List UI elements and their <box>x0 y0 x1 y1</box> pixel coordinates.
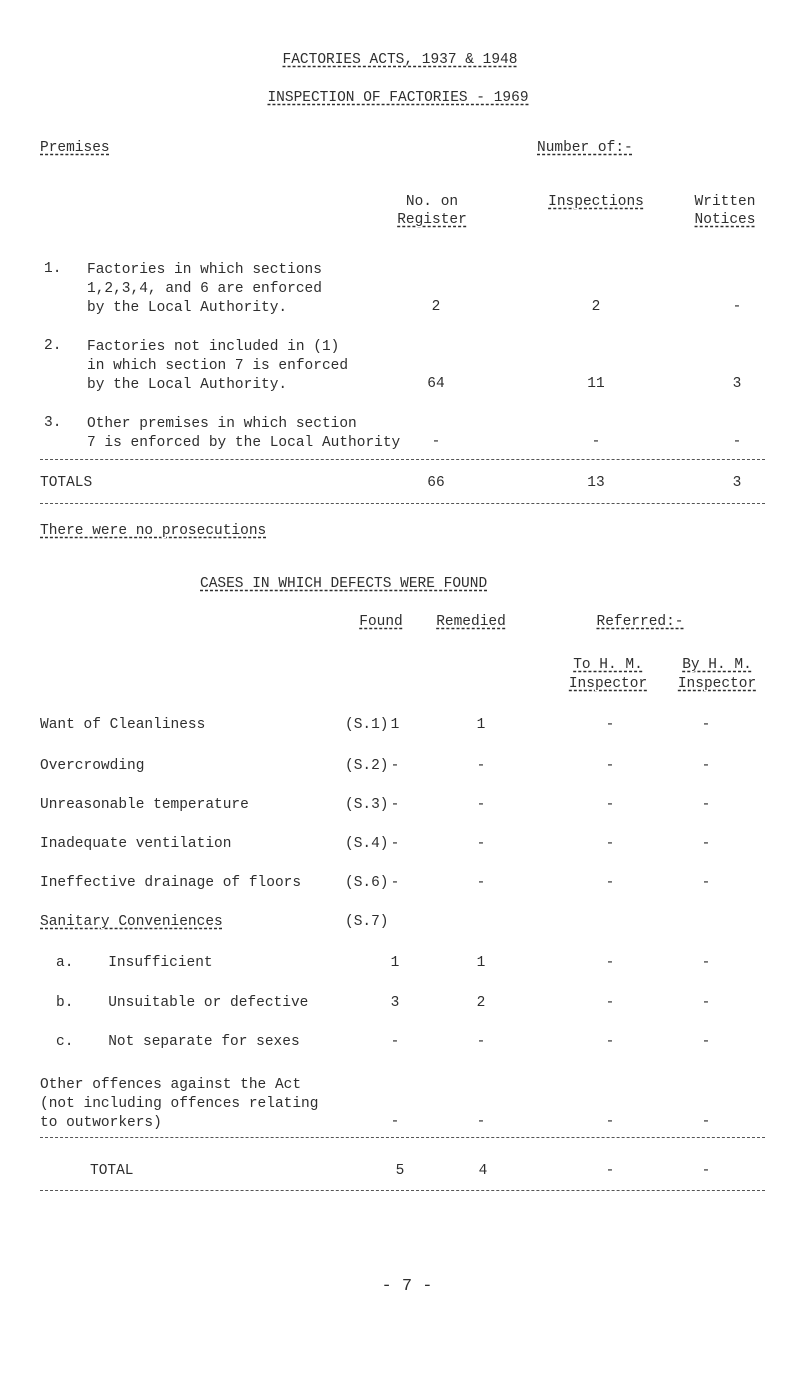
defect-section: (S.3) <box>345 797 389 813</box>
defect-found: - <box>390 797 400 813</box>
defect-remedied: - <box>476 758 486 774</box>
defect-found: - <box>390 875 400 891</box>
totals-label: TOTALS <box>40 475 93 491</box>
defects-title: CASES IN WHICH DEFECTS WERE FOUND <box>200 576 488 592</box>
defect-section: (S.6) <box>345 875 389 891</box>
defect-to-hm: - <box>605 955 615 971</box>
col-notices-line1: Written <box>694 194 756 210</box>
defect-to-hm: - <box>605 717 615 733</box>
col-inspections: Inspections <box>548 194 644 210</box>
defect-label: a. Insufficient <box>56 955 213 971</box>
defect-found: 1 <box>390 955 400 971</box>
premises-label: Premises <box>40 140 110 156</box>
premises-register-value: - <box>431 434 441 450</box>
col-by-hm-line2: Inspector <box>677 676 757 692</box>
premises-row-desc-line: by the Local Authority. <box>87 300 288 316</box>
defect-remedied: 1 <box>476 955 486 971</box>
defect-by-hm: - <box>701 797 711 813</box>
defect-remedied: - <box>476 797 486 813</box>
divider <box>40 459 765 460</box>
col-register-line1: No. on <box>405 194 459 210</box>
other-remedied: - <box>476 1114 486 1130</box>
col-by-hm-line1: By H. M. <box>682 657 752 673</box>
totals-notices: 3 <box>732 475 742 491</box>
defects-total-by-hm: - <box>701 1163 711 1179</box>
premises-register-value: 64 <box>427 376 445 392</box>
premises-notices-value: 3 <box>732 376 742 392</box>
premises-notices-value: - <box>732 299 742 315</box>
defect-to-hm: - <box>605 797 615 813</box>
other-found: - <box>390 1114 400 1130</box>
defect-found: - <box>390 836 400 852</box>
totals-inspections: 13 <box>587 475 605 491</box>
defect-by-hm: - <box>701 1034 711 1050</box>
defect-label: Inadequate ventilation <box>40 836 232 852</box>
col-found: Found <box>359 614 403 630</box>
other-offences-line: to outworkers) <box>40 1115 162 1131</box>
defect-remedied: - <box>476 836 486 852</box>
col-referred: Referred:- <box>596 614 684 630</box>
defect-to-hm: - <box>605 758 615 774</box>
defects-total-label: TOTAL <box>90 1163 134 1179</box>
other-by-hm: - <box>701 1114 711 1130</box>
defect-by-hm: - <box>701 836 711 852</box>
number-of-label: Number of:- <box>537 140 633 156</box>
totals-register: 66 <box>427 475 445 491</box>
defect-by-hm: - <box>701 955 711 971</box>
defect-by-hm: - <box>701 717 711 733</box>
defect-section: (S.1) <box>345 717 389 733</box>
defects-total-found: 5 <box>395 1163 405 1179</box>
col-register-line2: Register <box>397 212 467 228</box>
defect-label: Unreasonable temperature <box>40 797 249 813</box>
defect-found: - <box>390 758 400 774</box>
other-to-hm: - <box>605 1114 615 1130</box>
defect-label: Want of Cleanliness <box>40 717 206 733</box>
defect-label: Overcrowding <box>40 758 145 774</box>
col-remedied: Remedied <box>436 614 506 630</box>
col-notices-line2: Notices <box>694 212 756 228</box>
premises-notices-value: - <box>732 434 742 450</box>
divider <box>40 1137 765 1138</box>
premises-inspections-value: 11 <box>587 376 605 392</box>
defect-label: c. Not separate for sexes <box>56 1034 300 1050</box>
col-to-hm-line1: To H. M. <box>573 657 643 673</box>
premises-row-desc-line: Factories not included in (1) <box>87 339 340 355</box>
defects-total-to-hm: - <box>605 1163 615 1179</box>
other-offences-line: (not including offences relating <box>40 1096 319 1112</box>
premises-row-desc-line: by the Local Authority. <box>87 377 288 393</box>
premises-row-number: 2. <box>44 338 62 354</box>
premises-register-value: 2 <box>431 299 441 315</box>
page-subtitle: INSPECTION OF FACTORIES - 1969 <box>267 90 529 106</box>
defect-remedied: - <box>476 1034 486 1050</box>
defect-by-hm: - <box>701 875 711 891</box>
defect-found: - <box>390 1034 400 1050</box>
defect-found: 3 <box>390 995 400 1011</box>
other-offences-line: Other offences against the Act <box>40 1077 302 1093</box>
col-to-hm-line2: Inspector <box>568 676 648 692</box>
premises-row-desc-line: 7 is enforced by the Local Authority <box>87 435 401 451</box>
premises-row-number: 3. <box>44 415 62 431</box>
page-number: - 7 - <box>381 1277 433 1296</box>
defect-by-hm: - <box>701 995 711 1011</box>
defect-section: (S.2) <box>345 758 389 774</box>
defect-found: 1 <box>390 717 400 733</box>
premises-inspections-value: - <box>591 434 601 450</box>
defects-total-remedied: 4 <box>478 1163 488 1179</box>
defect-to-hm: - <box>605 875 615 891</box>
divider <box>40 503 765 504</box>
defect-label: Sanitary Conveniences <box>40 914 223 930</box>
premises-row-desc-line: 1,2,3,4, and 6 are enforced <box>87 281 322 297</box>
prosecutions-note: There were no prosecutions <box>40 523 267 539</box>
defect-label: b. Unsuitable or defective <box>56 995 309 1011</box>
premises-row-desc-line: Factories in which sections <box>87 262 322 278</box>
defect-section: (S.7) <box>345 914 389 930</box>
premises-row-number: 1. <box>44 261 62 277</box>
defect-to-hm: - <box>605 995 615 1011</box>
defect-to-hm: - <box>605 1034 615 1050</box>
defect-label: Ineffective drainage of floors <box>40 875 302 891</box>
defect-remedied: 1 <box>476 717 486 733</box>
defect-to-hm: - <box>605 836 615 852</box>
defect-section: (S.4) <box>345 836 389 852</box>
premises-row-desc-line: in which section 7 is enforced <box>87 358 349 374</box>
defect-by-hm: - <box>701 758 711 774</box>
page-title: FACTORIES ACTS, 1937 & 1948 <box>282 52 518 68</box>
defect-remedied: 2 <box>476 995 486 1011</box>
defect-remedied: - <box>476 875 486 891</box>
premises-row-desc-line: Other premises in which section <box>87 416 357 432</box>
divider <box>40 1190 765 1191</box>
premises-inspections-value: 2 <box>591 299 601 315</box>
